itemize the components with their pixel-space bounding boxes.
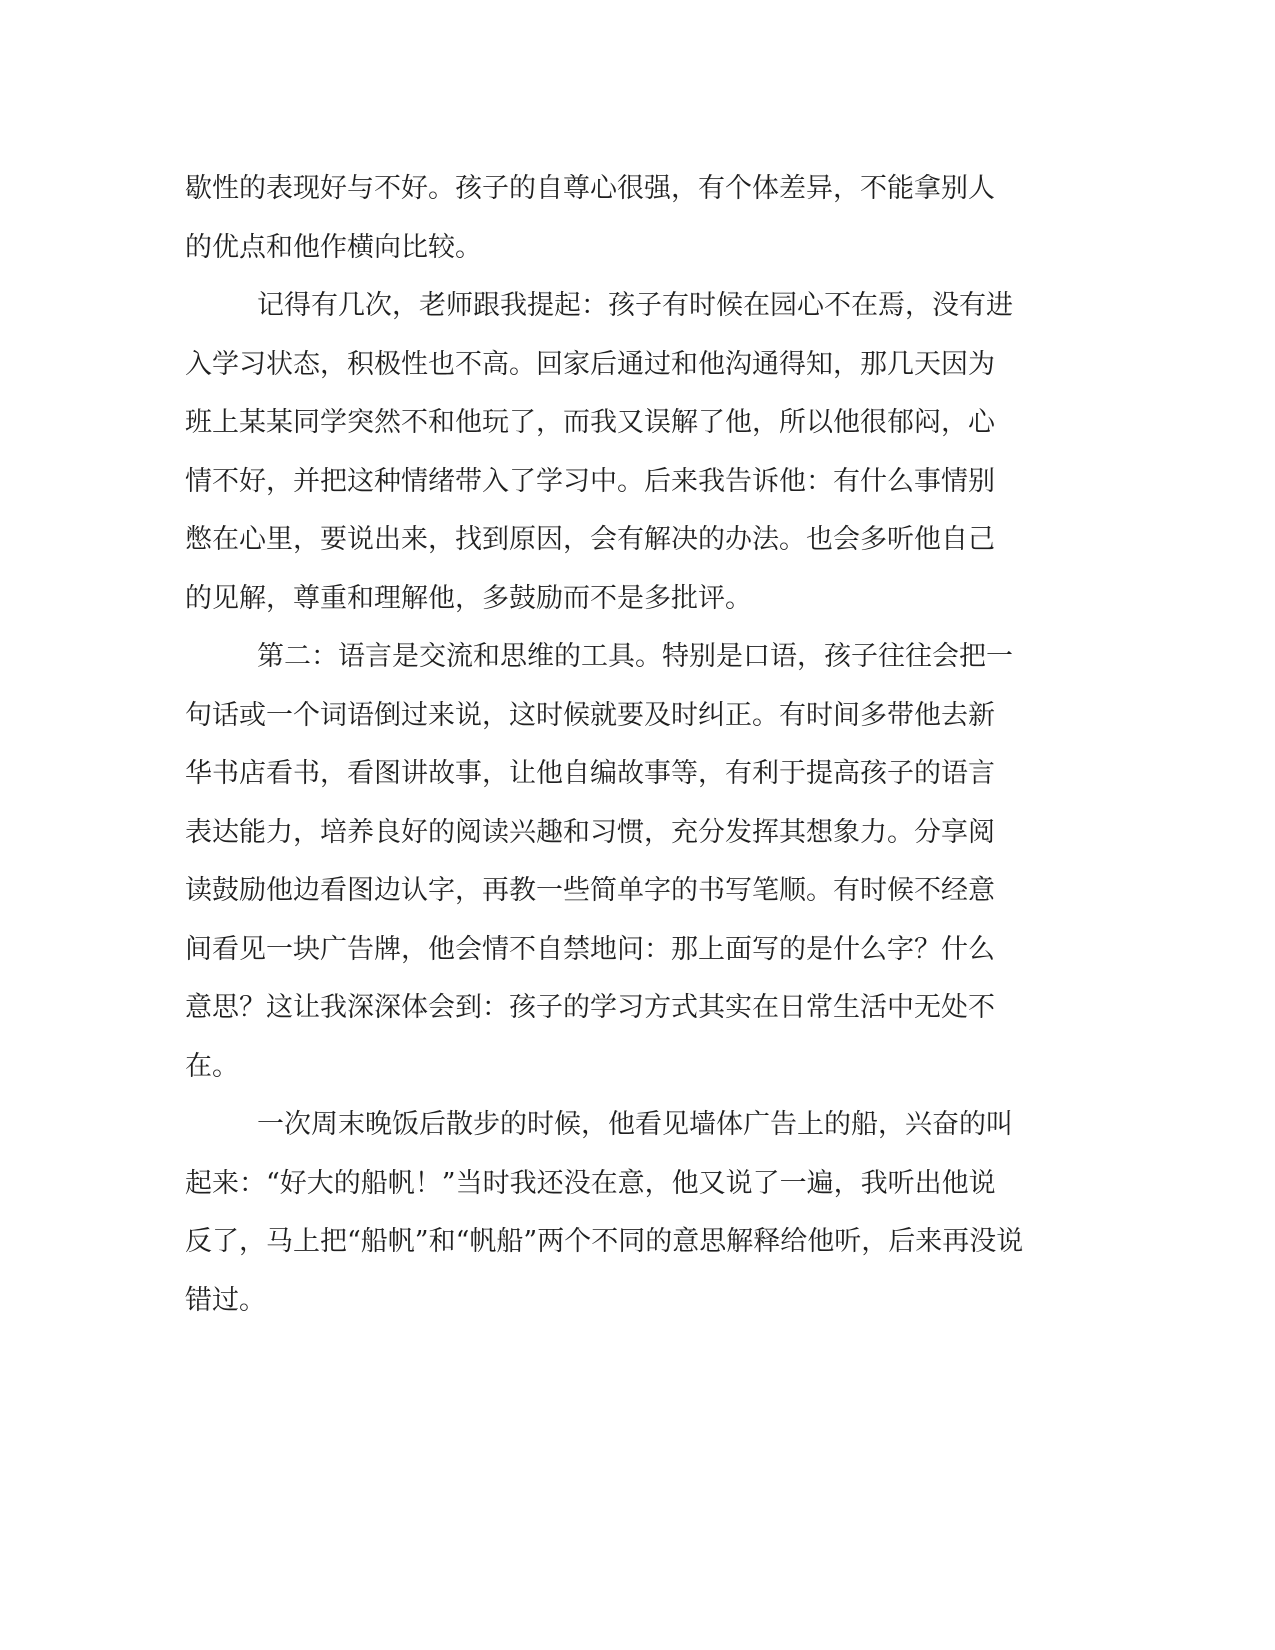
text-line: 意思？这让我深深体会到：孩子的学习方式其实在日常生活中无处不 <box>185 992 995 1023</box>
text-line: 班上某某同学突然不和他玩了，而我又误解了他，所以他很郁闷，心 <box>185 407 995 438</box>
text-line: 反了，马上把“船帆”和“帆船”两个不同的意思解释给他听，后来再没说 <box>185 1226 1024 1257</box>
text-line: 在。 <box>185 1050 239 1082</box>
text-line: 错过。 <box>185 1284 266 1316</box>
paragraph-first-line: 一次周末晚饭后散步的时候，他看见墙体广告上的船，兴奋的叫 <box>257 1109 1013 1140</box>
text-line: 情不好，并把这种情绪带入了学习中。后来我告诉他：有什么事情别 <box>185 465 995 497</box>
paragraph-first-line: 记得有几次，老师跟我提起：孩子有时候在园心不在焉，没有进 <box>257 290 1013 321</box>
text-line: 间看见一块广告牌，他会情不自禁地问：那上面写的是什么字？什么 <box>185 933 995 965</box>
paragraph-first-line: 第二：语言是交流和思维的工具。特别是口语，孩子往往会把一 <box>257 641 1013 672</box>
text-line: 句话或一个词语倒过来说，这时候就要及时纠正。有时间多带他去新 <box>185 699 995 731</box>
document-body <box>185 160 1045 1330</box>
text-line: 读鼓励他边看图边认字，再教一些简单字的书写笔顺。有时候不经意 <box>185 875 995 906</box>
text-line: 歇性的表现好与不好。孩子的自尊心很强，有个体差异，不能拿别人 <box>185 173 995 204</box>
text-line: 入学习状态，积极性也不高。回家后通过和他沟通得知，那几天因为 <box>185 348 995 380</box>
text-line: 的见解，尊重和理解他，多鼓励而不是多批评。 <box>185 582 752 614</box>
text-line: 表达能力，培养良好的阅读兴趣和习惯，充分发挥其想象力。分享阅 <box>185 816 995 848</box>
text-line: 起来：“好大的船帆！”当时我还没在意，他又说了一遍，我听出他说 <box>185 1167 996 1199</box>
text-line: 憋在心里，要说出来，找到原因，会有解决的办法。也会多听他自己 <box>185 524 995 555</box>
text-line: 华书店看书，看图讲故事，让他自编故事等，有利于提高孩子的语言 <box>185 758 995 789</box>
text-line: 的优点和他作横向比较。 <box>185 231 482 263</box>
